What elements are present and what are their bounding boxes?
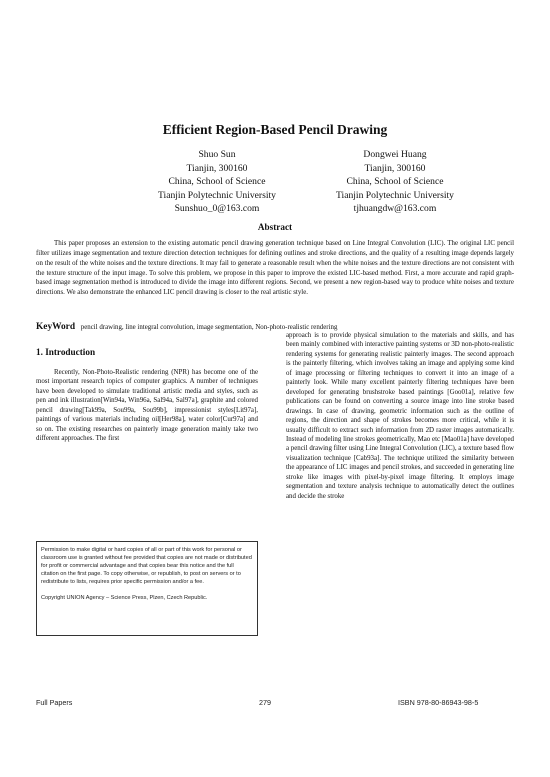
author-city: Tianjin, 300160: [364, 162, 426, 174]
abstract-text: This paper proposes an extension to the existing automatic pencil drawing generation technique based on Line Integral Convolution (LIC). The original LIC pencil filter utilizes image segmentation and texture direction detection techniques for defining outlines and stroke directions, and the quality of a resulting image depends largely on the result of the white noises and the texture directions. It may fail to generate a reasonable result when the white noises and the texture directions are not consistent with the texture structure of the input image. To solve this problem, we propose in this paper to improve the existed LIC-based method. First, a more accurate and rapid graph-based image segmentation method is introduced to divide the image into different regions. Second, we present a new region-based way to produce white noises and texture directions. We also demonstrate the enhanced LIC pencil drawing is closer to the real artistic style.: [36, 240, 514, 297]
permission-box: [36, 541, 258, 636]
author-city: Tianjin, 300160: [186, 162, 248, 174]
author-block-1: [117, 148, 317, 216]
footer-page-number: 279: [259, 698, 271, 707]
keyword-label: KeyWord: [36, 322, 76, 332]
copyright-text: Copyright UNION Agency – Science Press, Plzen, Czech Republic.: [41, 595, 208, 602]
footer-left: Full Papers: [36, 698, 73, 707]
abstract-heading: Abstract: [257, 222, 293, 232]
section-heading-introduction: 1. Introduction: [36, 347, 96, 357]
author-email: Sunshuo_0@163.com: [174, 203, 260, 214]
right-column-text: approach is to provide physical simulation to the materials and skills, and has been mainly combined with interactive painting systems or 3D non-photo-realistic rendering systems for generating realistic painterly images. The second approach is the painterly filtering, which involves taking an image and applying some kind of image processing or filtering techniques to convert it into an image of a painterly look. While many excellent painterly filtering techniques have been developed for generating brushstroke based paintings [Goo01a], relative few publications can be found on converting a source image into line stroke based drawings. In case of drawing, geometric information such as the outline of regions, the direction and shape of strokes becomes more critical, while it is usually difficult to extract such information from 2D raster images automatically. Instead of modeling line strokes geometrically, Mao etc [Mao01a] have developed a pencil drawing filter using Line Integral Convolution (LIC), a texture based flow visualization technique [Cab93a]. The technique utilized the similarity between the appearance of LIC images and pencil strokes, and succeeded in generating line stroke like images with pixel-by-pixel image filtering. It employs image segmentation and texture analysis technique to automatically detect the outlines and decide the stroke: [286, 332, 514, 500]
author-school: China, School of Science: [346, 176, 444, 187]
footer-isbn: ISBN 978-80-86943-98-5: [398, 698, 479, 707]
author-email: tjhuangdw@163.com: [353, 203, 437, 214]
keyword-text: pencil drawing, line integral convolution, image segmentation, Non-photo-realistic rendering: [80, 324, 338, 331]
left-column-text: Recently, Non-Photo-Realistic rendering (NPR) has become one of the most important research topics of computer graphics. A number of techniques have been developed to simulate traditional artistic media and styles, such as pen and ink illustration[Win94a, Win96a, Sal94a, Sal97a], graphite and colored pencil drawing[Tak99a, Sou99a, Sou99b], impressionist styles[Lit97a], paintings of various materials including oil[Her98a], water color[Cur97a] and so on. The existing researches on painterly image generation mainly take two different approaches. The first: [36, 369, 258, 443]
author-name: Shuo Sun: [198, 149, 236, 160]
author-school: China, School of Science: [168, 176, 266, 187]
author-block-2: [295, 148, 495, 216]
author-university: Tianjin Polytechnic University: [336, 189, 454, 201]
author-name: Dongwei Huang: [363, 149, 427, 160]
paper-title: Efficient Region-Based Pencil Drawing: [162, 122, 388, 137]
author-university: Tianjin Polytechnic University: [158, 189, 276, 201]
permission-text: Permission to make digital or hard copies of all or part of this work for personal or classroom use is granted without fee provided that copies are not made or distributed for profit or commercial advantage and that copies bear this notice and the full citation on the first page. To copy otherwise, or republish, to post on servers or to redistribute to lists, requires prior specific permission and/or a fee.: [41, 547, 252, 586]
